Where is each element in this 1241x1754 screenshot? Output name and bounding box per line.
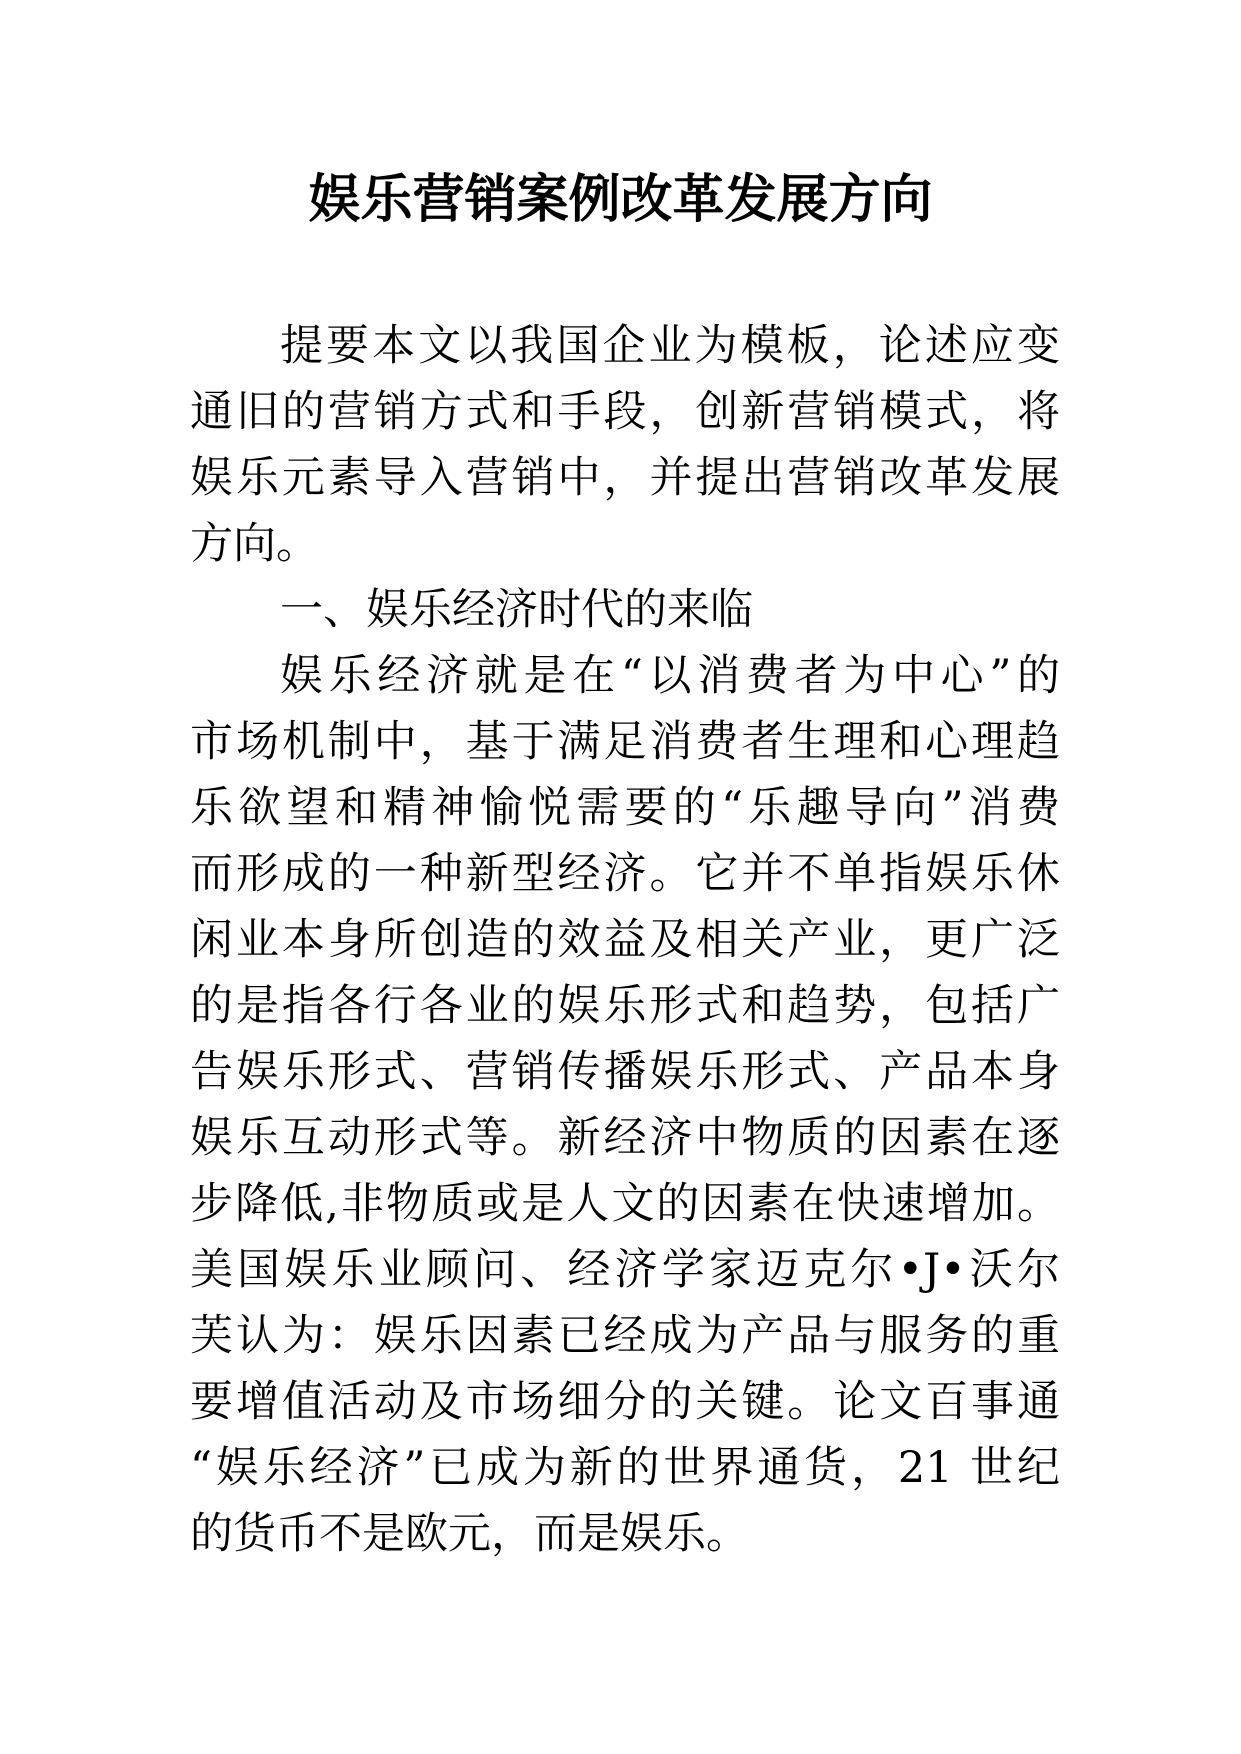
text-line: 一、娱乐经济时代的来临 xyxy=(280,585,753,635)
text-line: 娱乐元素导入营销中，并提出营销改革发展 xyxy=(190,453,1060,503)
document-title: 娱乐营销案例改革发展方向 xyxy=(308,169,933,230)
text-line: 的货币不是欧元，而是娱乐。 xyxy=(190,1509,749,1559)
text-line: 的是指各行各业的娱乐形式和趋势，包括广 xyxy=(190,981,1060,1031)
paragraph-body xyxy=(190,643,1060,1567)
text-line: 娱乐经济就是在“以消费者为中心”的 xyxy=(280,651,1060,701)
text-line: 乐欲望和精神愉悦需要的“乐趣导向”消费 xyxy=(190,783,1060,833)
text-line: 娱乐互动形式等。新经济中物质的因素在逐 xyxy=(190,1113,1060,1163)
text-line: 要增值活动及市场细分的关键。论文百事通 xyxy=(190,1377,1060,1427)
text-line: 提要本文以我国企业为模板，论述应变 xyxy=(280,321,1060,371)
text-line: 美国娱乐业顾问、经济学家迈克尔•J•沃尔 xyxy=(190,1245,1060,1295)
text-line: 而形成的一种新型经济。它并不单指娱乐休 xyxy=(190,849,1060,899)
text-line: 市场机制中，基于满足消费者生理和心理趋 xyxy=(190,717,1060,767)
document-body xyxy=(190,313,1060,1567)
text-line: 步降低,非物质或是人文的因素在快速增加。 xyxy=(190,1179,1060,1229)
text-line: 通旧的营销方式和手段，创新营销模式，将 xyxy=(190,387,1060,437)
text-line: “娱乐经济”已成为新的世界通货，21 世纪 xyxy=(190,1443,1060,1493)
paragraph-abstract xyxy=(190,313,1060,577)
section-heading xyxy=(190,577,1060,643)
text-line: 告娱乐形式、营销传播娱乐形式、产品本身 xyxy=(190,1047,1060,1097)
text-line: 方向。 xyxy=(190,519,319,569)
text-line: 闲业本身所创造的效益及相关产业，更广泛 xyxy=(190,915,1060,965)
text-line: 芙认为：娱乐因素已经成为产品与服务的重 xyxy=(190,1311,1060,1361)
